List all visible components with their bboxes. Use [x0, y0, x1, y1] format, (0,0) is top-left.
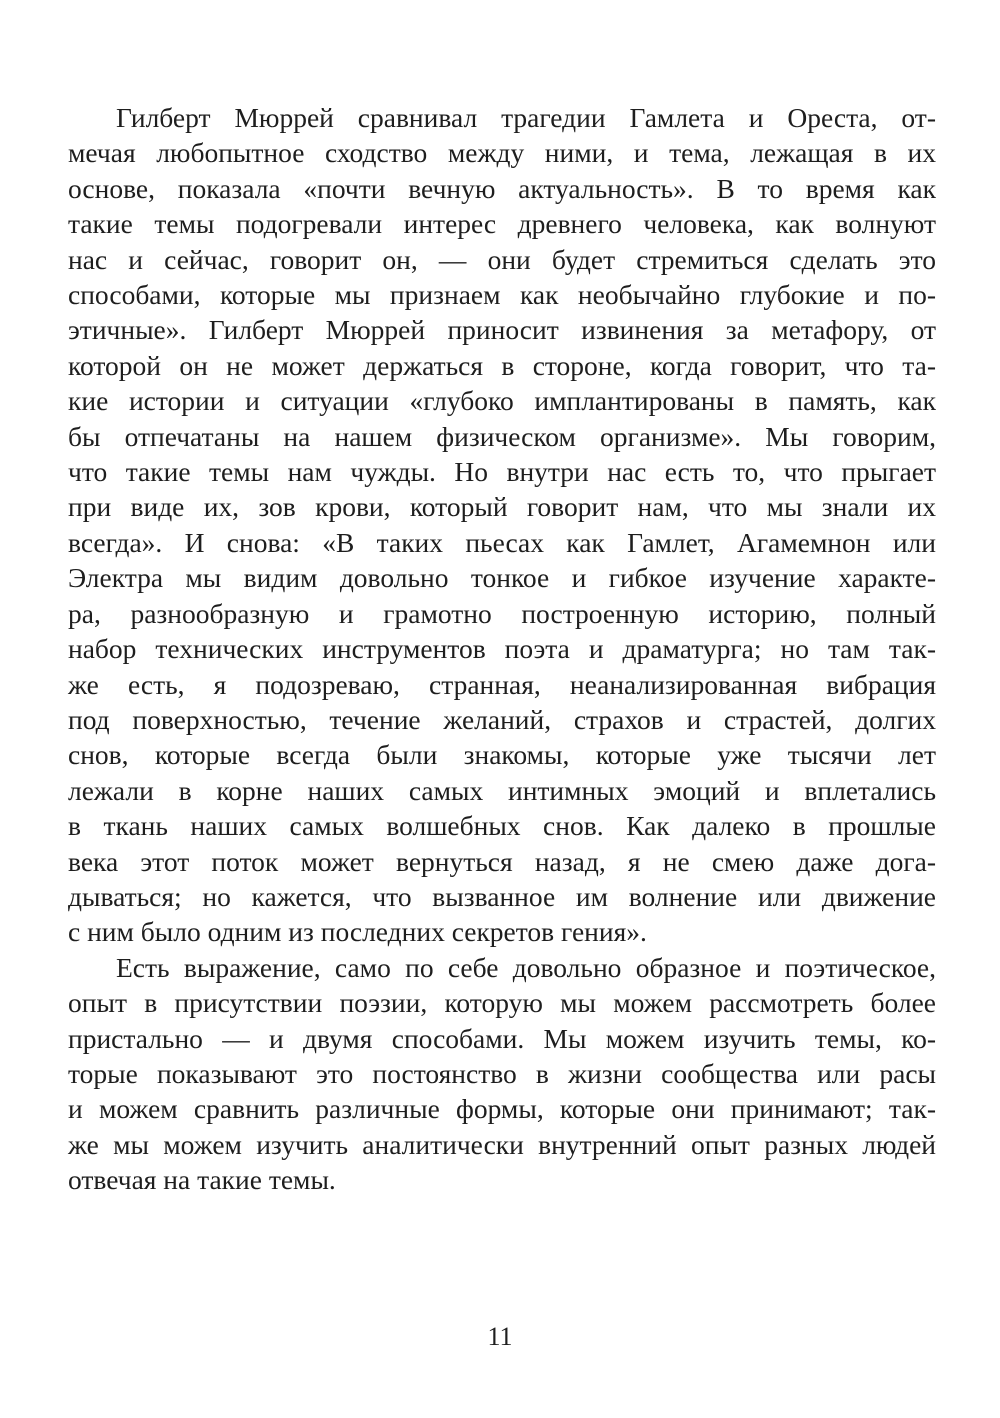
text-line: дываться; но кажется, что вызванное им волнение или движение: [68, 880, 936, 912]
text-line: основе, показала «почти вечную актуальность». В то время как: [68, 172, 936, 204]
text-line: Электра мы видим довольно тонкое и гибкое изучение характе-: [68, 562, 936, 594]
text-line: этичные». Гилберт Мюррей приносит извинения за метафору, от: [68, 314, 936, 346]
text-line: лежали в корне наших самых интимных эмоций и вплетались: [68, 774, 936, 806]
text-line: при виде их, зов крови, который говорит нам, что мы знали их: [68, 491, 936, 523]
text-line: бы отпечатаны на нашем физическом организме». Мы говорим,: [68, 420, 936, 452]
text-line: с ним было одним из последних секретов гения».: [68, 916, 647, 948]
text-line: торые показывают это постоянство в жизни сообщества или расы: [68, 1057, 936, 1089]
text-line: такие темы подогревали интерес древнего человека, как волнуют: [68, 208, 936, 240]
text-line: же есть, я подозреваю, странная, неанализированная вибрация: [68, 668, 936, 700]
page-number: 11: [487, 1322, 513, 1351]
text-line: под поверхностью, течение желаний, страхов и страстей, долгих: [68, 703, 936, 735]
text-line: что такие темы нам чужды. Но внутри нас есть то, что прыгает: [68, 456, 936, 488]
text-line: опыт в присутствии поэзии, которую мы можем рассмотреть более: [68, 987, 936, 1019]
text-line: способами, которые мы признаем как необычайно глубокие и по-: [68, 279, 936, 311]
text-line: же мы можем изучить аналитически внутренний опыт разных людей: [68, 1128, 936, 1160]
text-line: мечая любопытное сходство между ними, и тема, лежащая в их: [68, 137, 936, 169]
text-line: нас и сейчас, говорит он, — они будет стремиться сделать это: [68, 243, 936, 275]
text-line: всегда». И снова: «В таких пьесах как Гамлет, Агамемнон или: [68, 526, 936, 558]
paragraph-1: [68, 100, 936, 950]
text-line: кие истории и ситуации «глубоко имплантированы в память, как: [68, 385, 936, 417]
text-line: отвечая на такие темы.: [68, 1164, 336, 1196]
text-line: снов, которые всегда были знакомы, которые уже тысячи лет: [68, 739, 936, 771]
text-line: века этот поток может вернуться назад, я не смею даже дога-: [68, 845, 936, 877]
text-line: в ткань наших самых волшебных снов. Как далеко в прошлые: [68, 810, 936, 842]
text-line: и можем сравнить различные формы, которые они принимают; так-: [68, 1093, 936, 1125]
text-line: Гилберт Мюррей сравнивал трагедии Гамлета и Ореста, от-: [116, 102, 936, 133]
text-line: ра, разнообразную и грамотно построенную историю, полный: [68, 597, 936, 629]
page-body: [68, 100, 936, 1198]
text-line: которой он не может держаться в стороне, когда говорит, что та-: [68, 349, 936, 381]
text-line: пристально — и двумя способами. Мы можем изучить темы, ко-: [68, 1022, 936, 1054]
paragraph-2: [68, 950, 936, 1198]
text-line: набор технических инструментов поэта и драматурга; но там так-: [68, 633, 936, 665]
text-line: Есть выражение, само по себе довольно образное и поэтическое,: [116, 951, 936, 983]
